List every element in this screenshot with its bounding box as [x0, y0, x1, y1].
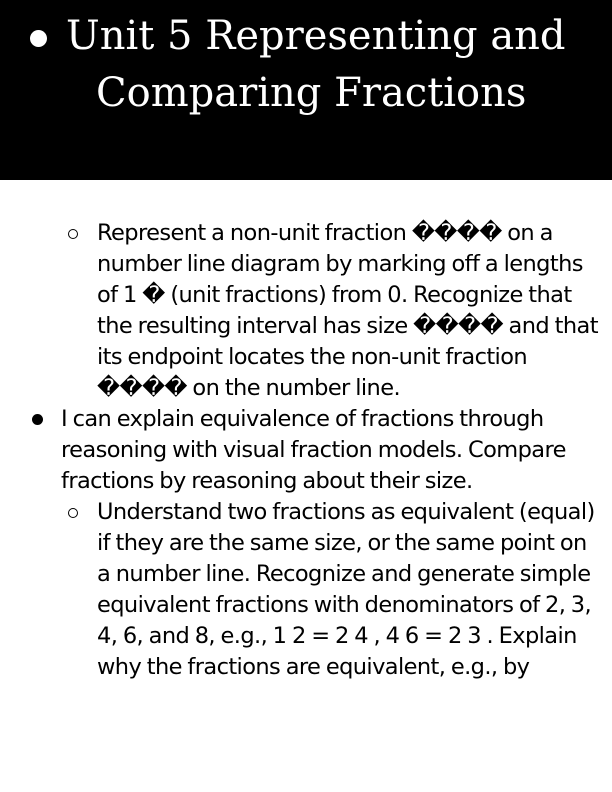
objective-text: I can explain equivalence of fractions through reasoning with visual fraction models. Compare fractions by reasoning about their size. [61, 406, 566, 494]
filled-bullet-icon [32, 414, 43, 425]
sub-objective-number-line [97, 218, 602, 404]
page-title [66, 8, 606, 122]
objectives-list [0, 218, 612, 683]
sub-objective-text: Understand two fractions as equivalent (equal) if they are the same size, or the same point on a number line. Recognize and generate simple equivalent fractions with denominators of 2, 3, 4, 6, and 8, e.g., 1 2 = 2 4 , 4 6 = 2 3 . Explain why the fractions are equivalent, e.g., by [97, 499, 595, 680]
page-title-line-1: Unit 5 Representing and [66, 13, 566, 59]
sub-objective-text: Represent a non-unit fraction ���� on a number line diagram by marking off a lengths of 1 � (unit fractions) from 0. Recognize that the resulting interval has size ���� and that its endpoint locates the non-unit fraction ���� on the number line. [97, 220, 598, 401]
sub-objective-equivalent-fractions [97, 497, 602, 683]
hollow-bullet-icon [68, 508, 78, 518]
page-title-line-2: Comparing Fractions [96, 70, 527, 116]
title-banner [0, 0, 612, 180]
objective-equivalence [61, 404, 606, 683]
hollow-bullet-icon [68, 229, 78, 239]
title-bullet [30, 30, 47, 47]
